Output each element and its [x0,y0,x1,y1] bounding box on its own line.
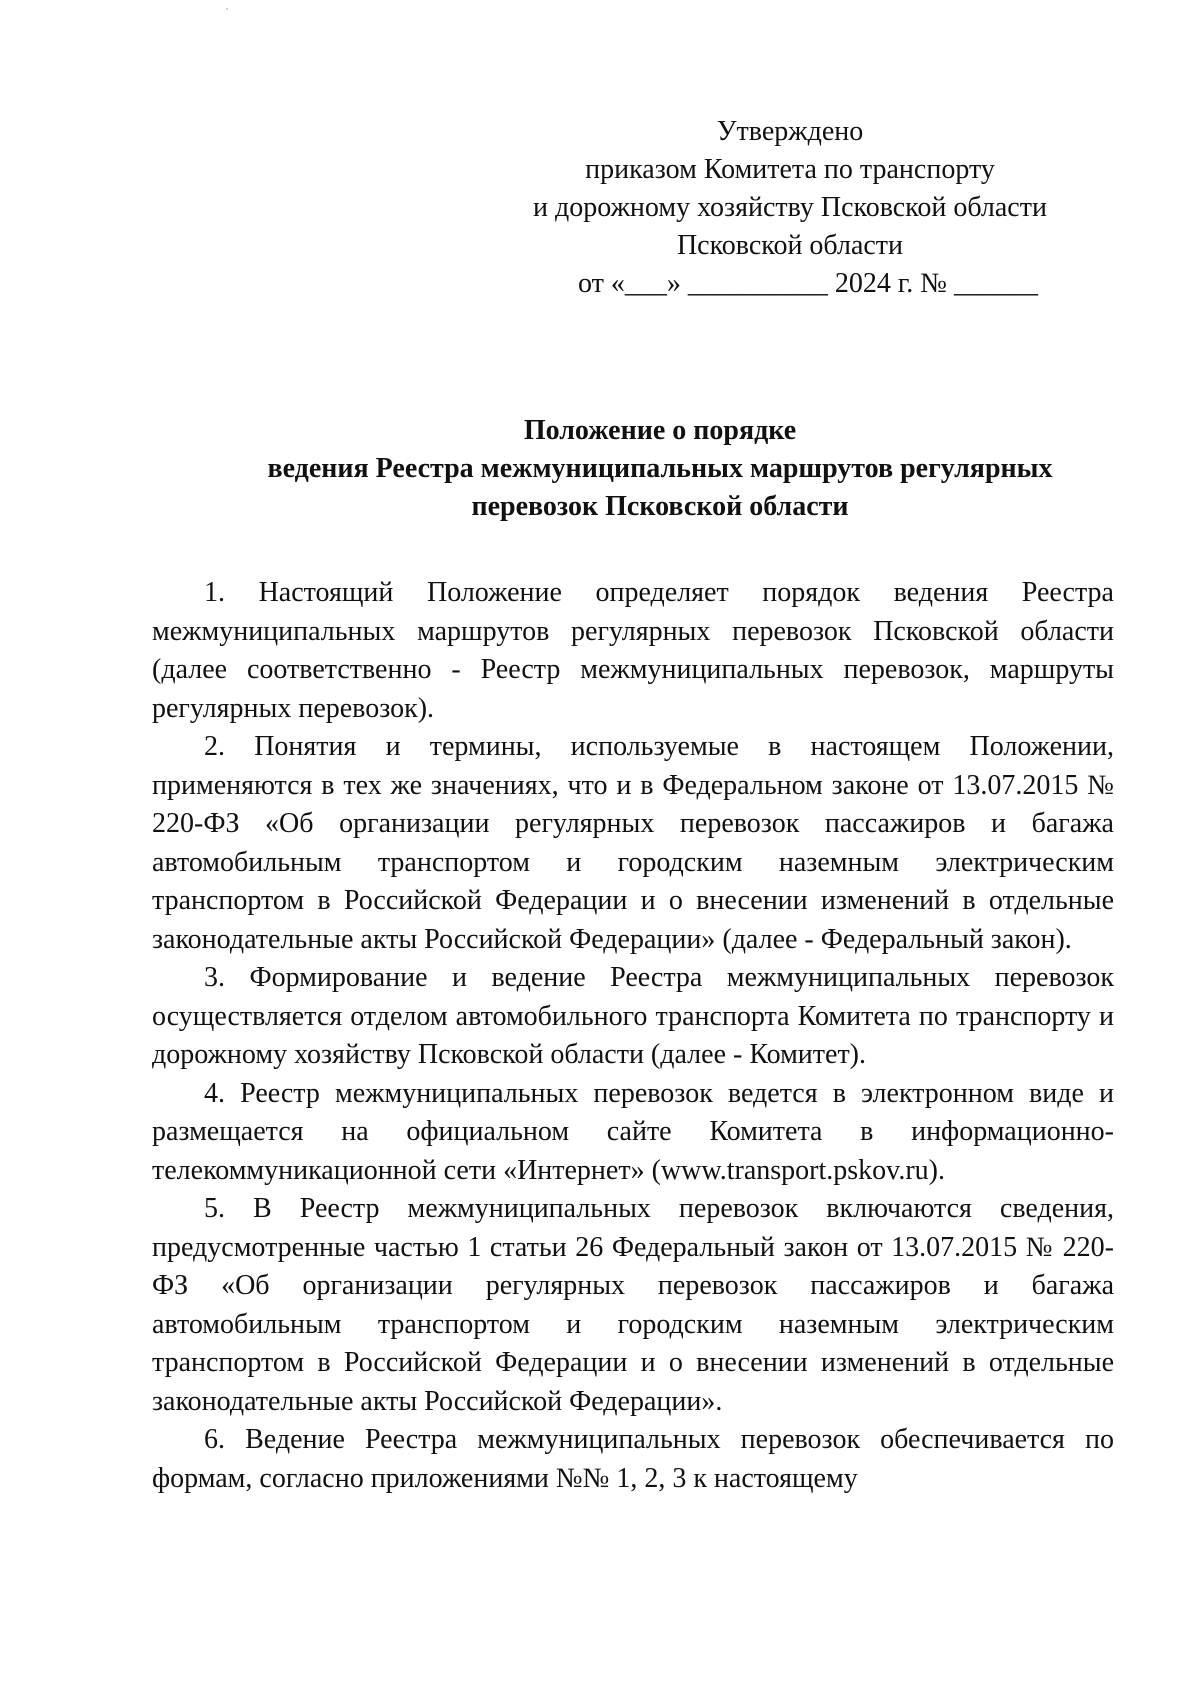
title-line-3: перевозок Псковской области [471,491,849,522]
document-title [160,412,1160,526]
paragraph-4: 4. Реестр межмуниципальных перевозок ведется в электронном виде и размещается на официальном сайте Комитета в информационно-телекоммуникационной сети «Интернет» (www.transport.pskov.ru). [152,1077,1114,1186]
paragraph-3: 3. Формирование и ведение Реестра межмуниципальных перевозок осуществляется отделом автомобильного транспорта Комитета по транспорту и дорожному хозяйству Псковской области (далее - Комитет). [152,962,1114,1070]
paragraph-6: 6. Ведение Реестра межмуниципальных перевозок обеспечивается по формам, согласно приложениями №№ 1, 2, 3 к настоящему [152,1424,1114,1494]
document-body [152,574,1114,1498]
approval-line-4: Псковской области [676,230,904,261]
approval-line-3: и дорожному хозяйству Псковской области [533,192,1047,223]
title-line-1: Положение о порядке [523,415,797,446]
approval-line-1: Утверждено [716,116,864,147]
scan-speck [226,8,228,10]
approval-date-line: от «___» __________ 2024 г. № ______ [578,268,1038,299]
paragraph-5: 5. В Реестр межмуниципальных перевозок включаются сведения, предусмотренные частью 1 статьи 26 Федеральный закон от 13.07.2015 № 220-ФЗ «Об организации регулярных перевозок пассажиров и багажа автомобильным транспортом и городским наземным электрическим транспортом в Российской Федерации и о внесении изменений в отдельные законодательные акты Российской Федерации». [152,1193,1114,1417]
title-line-2: ведения Реестра межмуниципальных маршрутов регулярных [267,453,1053,484]
paragraph-1: 1. Настоящий Положение определяет порядок ведения Реестра межмуниципальных маршрутов регулярных перевозок Псковской области (далее соответственно - Реестр межмуниципальных перевозок, маршруты регулярных перевозок). [152,577,1114,724]
approval-block [480,113,1100,303]
paragraph-2: 2. Понятия и термины, используемые в настоящем Положении, применяются в тех же значениях, что и в Федеральном законе от 13.07.2015 № 220-ФЗ «Об организации регулярных перевозок пассажиров и багажа автомобильным транспортом и городским наземным электрическим транспортом в Российской Федерации и о внесении изменений в отдельные законодательные акты Российской Федерации» (далее - Федеральный закон). [152,731,1114,955]
approval-line-2: приказом Комитета по транспорту [585,154,995,185]
